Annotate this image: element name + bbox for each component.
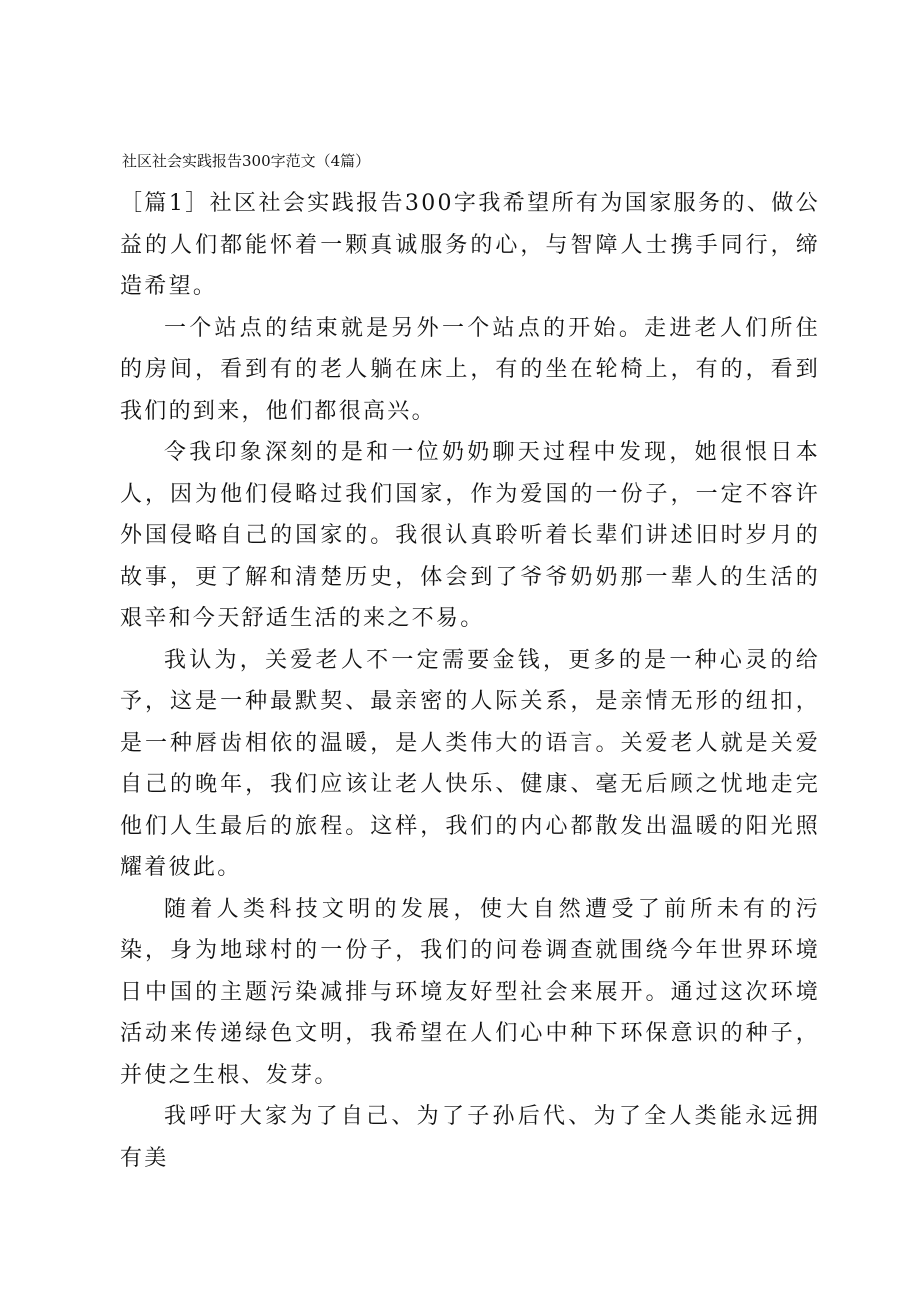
paragraph-1: ［篇1］社区社会实践报告300字我希望所有为国家服务的、做公益的人们都能怀着一颗真诚服务的心，与智障人士携手同行，缔造希望。 (120, 191, 820, 299)
document-body (120, 183, 820, 1179)
document-title: 社区社会实践报告300字范文（4篇） (122, 152, 371, 170)
paragraph-2: 一个站点的结束就是另外一个站点的开始。走进老人们所住的房间，看到有的老人躺在床上，有的坐在轮椅上，有的，看到我们的到来，他们都很高兴。 (120, 315, 820, 424)
paragraph-4: 我认为，关爱老人不一定需要金钱，更多的是一种心灵的给予，这是一种最默契、最亲密的人际关系，是亲情无形的纽扣，是一种唇齿相依的温暖，是人类伟大的语言。关爱老人就是关爱自己的晚年，我们应该让老人快乐、健康、毫无后顾之忧地走完他们人生最后的旅程。这样，我们的内心都散发出温暖的阳光照耀着彼此。 (120, 647, 820, 880)
paragraph-5: 随着人类科技文明的发展，使大自然遭受了前所未有的污染，身为地球村的一份子，我们的问卷调查就围绕今年世界环境日中国的主题污染减排与环境友好型社会来展开。通过这次环境活动来传递绿色文明，我希望在人们心中种下环保意识的种子，并使之生根、发芽。 (120, 896, 820, 1088)
paragraph-3: 令我印象深刻的是和一位奶奶聊天过程中发现，她很恨日本人，因为他们侵略过我们国家，作为爱国的一份子，一定不容许外国侵略自己的国家的。我很认真聆听着长辈们讲述旧时岁月的故事，更了解和清楚历史，体会到了爷爷奶奶那一辈人的生活的艰辛和今天舒适生活的来之不易。 (120, 440, 820, 631)
paragraph-6: 我呼吁大家为了自己、为了子孙后代、为了全人类能永远拥有美 (120, 1104, 820, 1171)
